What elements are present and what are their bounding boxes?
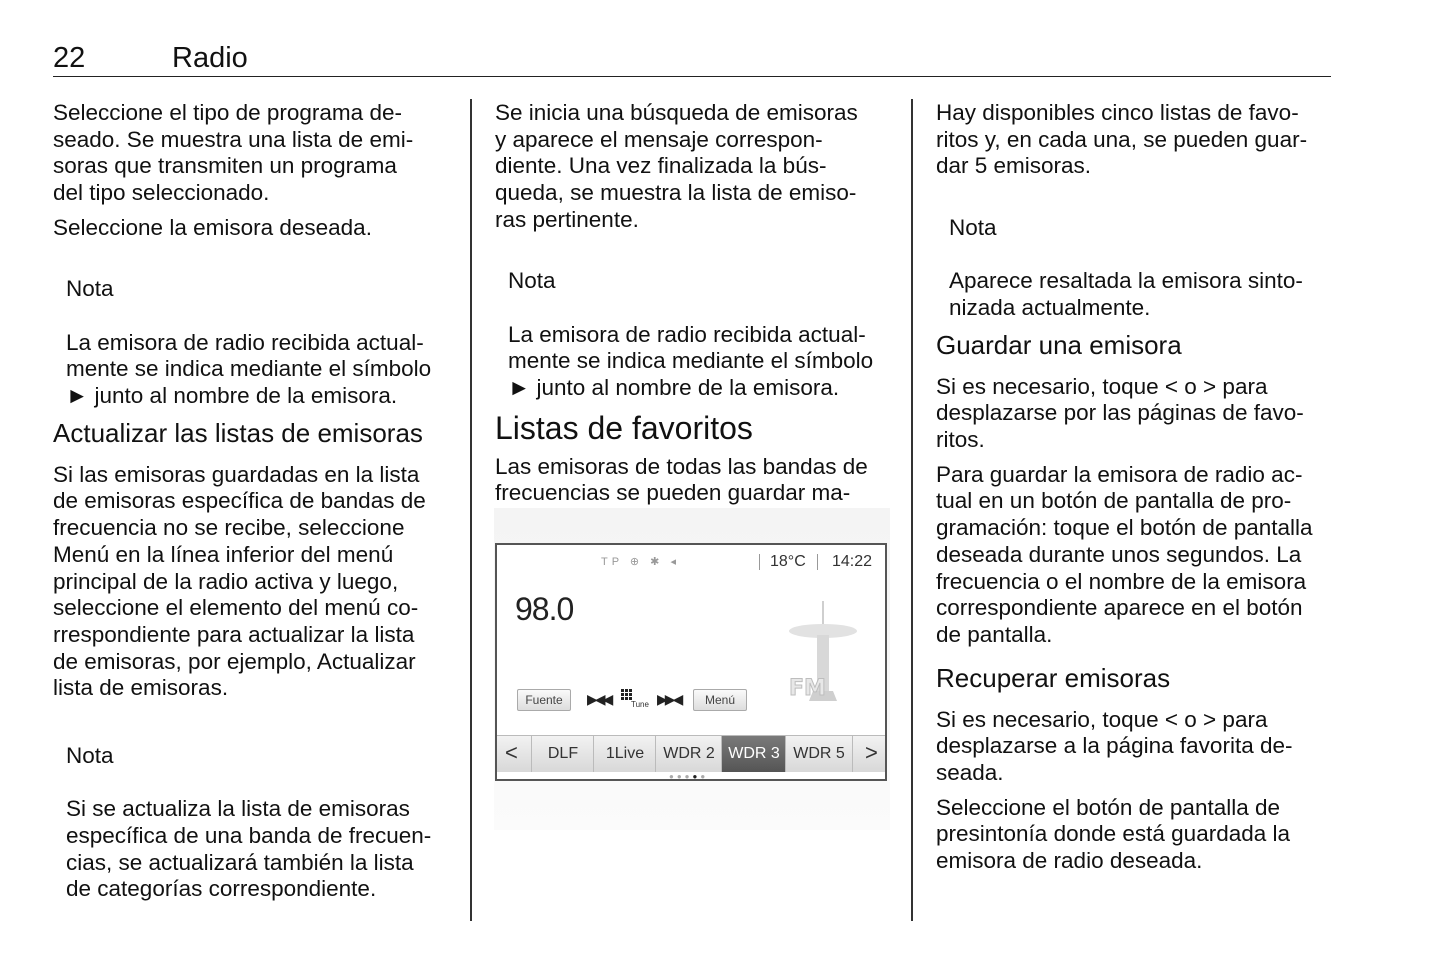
menu-button[interactable]: Menú (693, 689, 747, 711)
paragraph: Seleccione la emisora deseada. (53, 214, 372, 240)
note-block (66, 250, 453, 410)
divider (817, 554, 818, 570)
note-heading: Nota (949, 214, 997, 240)
paragraph: Seleccione el tipo de programa de- seado. Se muestra una lista de emi- soras que transmiten un programa del tipo seleccionado. (53, 100, 414, 206)
paragraph: Si es necesario, toque < o > para desplazarse por las páginas de favo- ritos. (936, 373, 1304, 453)
note-text: Si se actualiza la lista de emisoras específica de una banda de frecuen- cias, se actualizará también la lista de categorías correspondiente. (66, 796, 432, 902)
note-block (66, 716, 453, 903)
section-heading-favorites: Listas de favoritos (495, 409, 753, 446)
favorite-button-active[interactable]: WDR 3 (721, 736, 786, 772)
source-button[interactable]: Fuente (517, 689, 571, 711)
note-text: La emisora de radio recibida actual- mente se indica mediante el símbolo ► junto al nombre de la emisora. (66, 329, 432, 409)
note-block (508, 242, 895, 402)
chevron-right-icon[interactable]: > (865, 740, 878, 765)
paragraph: Seleccione el botón de pantalla de presintonía donde está guardada la emisora de radio deseada. (936, 794, 1291, 874)
note-heading: Nota (508, 268, 556, 294)
note-text: La emisora de radio recibida actual- mente se indica mediante el símbolo ► junto al nombre de la emisora. (508, 321, 874, 401)
column-3 (936, 100, 1336, 883)
column-2 (495, 100, 895, 542)
favorite-button[interactable]: WDR 2 (655, 736, 722, 772)
tune-label: Tune (631, 700, 649, 709)
section-heading-recall-stations: Recuperar emisoras (936, 662, 1171, 693)
fm-label: FM (789, 676, 826, 701)
radio-screen-figure (495, 543, 887, 781)
temperature: 18°C (770, 553, 806, 570)
page-header (53, 40, 1331, 77)
column-1 (53, 100, 453, 911)
column-divider (911, 99, 913, 921)
paragraph: Hay disponibles cinco listas de favo- ritos y, en cada una, se pueden guar- dar 5 emisoras. (936, 100, 1308, 179)
paragraph: Para guardar la emisora de radio ac- tual en un botón de pantalla de pro- gramación: toque el botón de pantalla deseada durante unos segundos. La frecuencia o el nombre de la emisora correspondiente aparece en el botón de pantalla. (936, 461, 1313, 647)
paragraph: Las emisoras de todas las bandas de frecuencias se pueden guardar ma- (495, 453, 868, 506)
favorite-button[interactable]: DLF (531, 736, 594, 772)
clock: 14:22 (832, 553, 873, 570)
frequency-display: 98.0 (515, 591, 574, 627)
seek-forward-icon[interactable]: ▶▶◀ (657, 691, 681, 707)
chevron-left-icon[interactable]: < (505, 740, 518, 765)
status-icons: TP ⊕ ✱ ◂ (601, 556, 680, 568)
page-number: 22 (53, 42, 86, 74)
status-bar (497, 545, 885, 579)
note-heading: Nota (66, 742, 114, 768)
page-indicator: ●●●●● (669, 772, 709, 781)
paragraph: Si es necesario, toque < o > para desplazarse a la página favorita de- seada. (936, 706, 1293, 786)
note-text: Aparece resaltada la emisora sinto- nizada actualmente. (949, 268, 1303, 320)
paragraph: Si las emisoras guardadas en la lista de emisoras específica de bandas de frecuencia no se recibe, seleccione Menú en la línea inferior del menú principal de la radio activa y luego, seleccione el elemento del menú co- rrespondiente para actualizar la lista de emisoras, por ejemplo, Actualizar lista de emisoras. (53, 461, 426, 701)
section-heading-update-lists: Actualizar las listas de emisoras (53, 417, 423, 448)
note-block (949, 188, 1336, 322)
section-heading-save-station: Guardar una emisora (936, 329, 1182, 360)
favorites-bar (497, 735, 885, 772)
divider (759, 554, 760, 570)
paragraph: Se inicia una búsqueda de emisoras y aparece el mensaje correspon- diente. Una vez finalizada la bús- queda, se muestra la lista de emiso- ras pertinente. (495, 100, 858, 232)
page-title: Radio (172, 42, 248, 74)
column-divider (470, 99, 472, 921)
note-heading: Nota (66, 276, 114, 302)
seek-back-icon[interactable]: ▶◀◀ (587, 691, 611, 707)
favorite-button[interactable]: 1Live (593, 736, 656, 772)
tune-icon[interactable] (619, 687, 649, 709)
fm-tower-icon (783, 597, 863, 707)
favorite-button[interactable]: WDR 5 (785, 736, 853, 772)
